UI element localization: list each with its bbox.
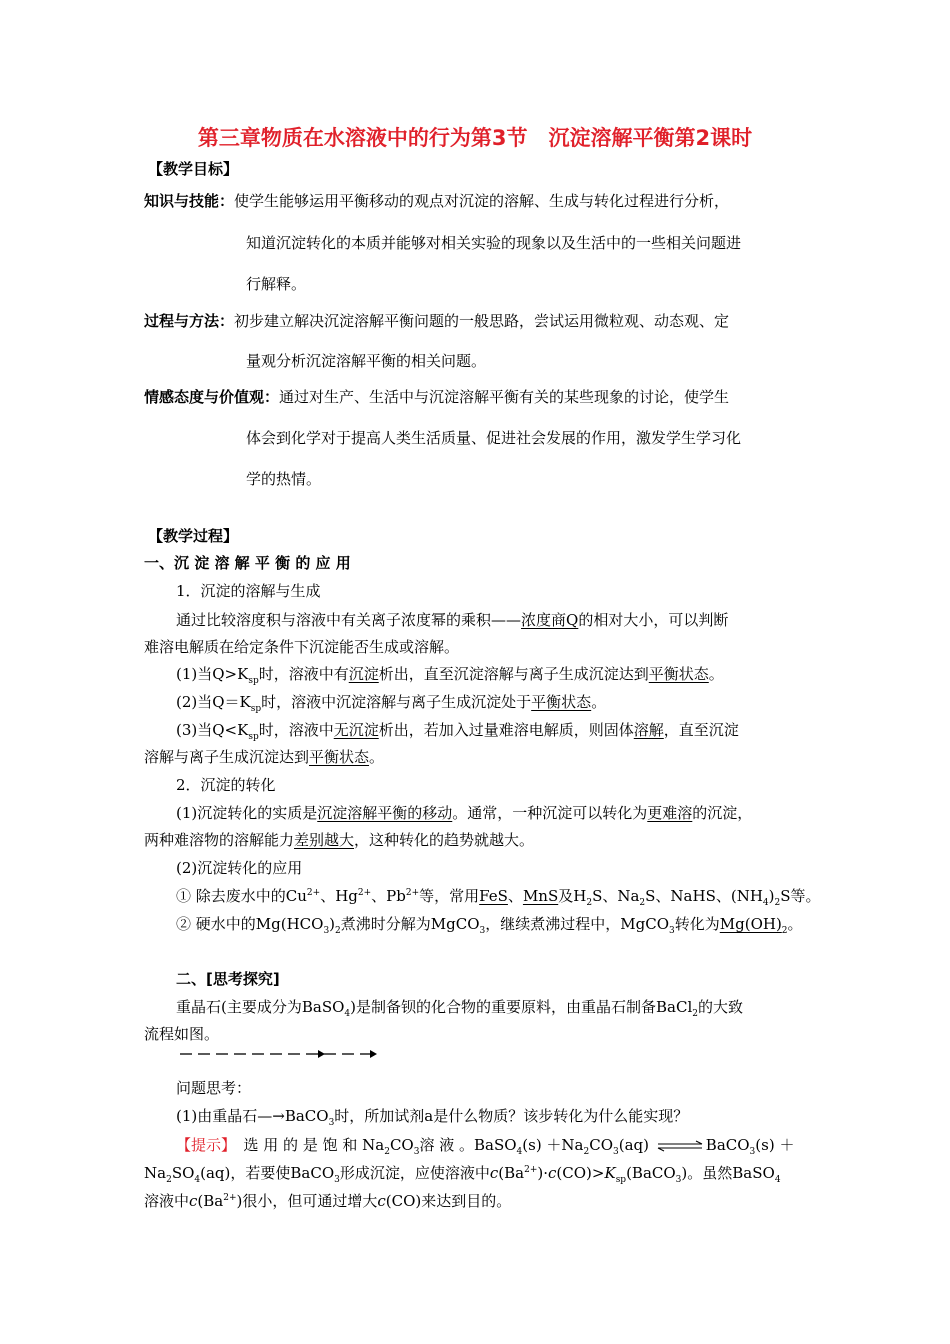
a1-end: S等。 — [780, 887, 821, 905]
h2-b1: 2 — [166, 1175, 172, 1185]
c3-mid: 时，溶液中 — [258, 721, 334, 739]
t1b-pre: 两种难溶物的溶解能力 — [144, 831, 295, 849]
h3-c1: c — [189, 1192, 198, 1210]
hint-label: 【提示】 — [176, 1136, 229, 1154]
emotion-text: 通过对生产、生活中与沉淀溶解平衡有关的某些现象的讨论，使学生 — [279, 388, 730, 406]
paragraph-1-line-2: 难溶电解质在给定条件下沉淀能否生成或溶解。 — [144, 638, 460, 656]
c3-pre: (3)当Q<K — [176, 721, 249, 739]
a2-m4: 转化为 — [674, 915, 720, 933]
knowledge-text: 使学生能够运用平衡移动的观点对沉淀的溶解、生成与转化过程进行分析， — [234, 192, 730, 210]
subsection-2: 2．沉淀的转化 — [176, 776, 276, 794]
a2-m1: ) — [329, 915, 336, 933]
knowledge-label: 知识与技能： — [144, 192, 235, 210]
hint-line-3 — [144, 1190, 511, 1212]
subsection-1: 1．沉淀的溶解与生成 — [176, 582, 321, 600]
a1-s2: 2+ — [357, 888, 372, 898]
c1-pre: (1)当Q>K — [176, 665, 249, 683]
c2-sub: sp — [250, 704, 262, 714]
c3-u1: 无沉淀 — [333, 721, 379, 739]
p1-underline: 浓度商Q — [521, 611, 579, 629]
h1-m3: (s) ＋Na — [522, 1136, 584, 1154]
a1-m3: 等，常用 — [419, 887, 480, 905]
p1-end: 的相对大小，可以判断 — [578, 611, 729, 629]
e-p1-pre: 重晶石(主要成分为BaSO — [176, 998, 345, 1016]
condition-1 — [176, 663, 724, 685]
h2-b2: 4 — [194, 1175, 201, 1185]
a1-pre: ① 除去废水中的Cu — [176, 887, 307, 905]
a1-b4: 2 — [774, 898, 781, 908]
e-p1-b1: 4 — [344, 1009, 351, 1019]
h1-m1: CO — [389, 1136, 414, 1154]
a1-b3: 4 — [762, 898, 769, 908]
h1-m6: BaCO — [705, 1136, 750, 1154]
q1-pre: (1)由重晶石—→BaCO — [176, 1107, 329, 1125]
c3-mid2: 析出，若加入过量难溶电解质，则固体 — [378, 721, 634, 739]
a1-m5: 及H — [558, 887, 587, 905]
a2-b5: 2 — [781, 926, 788, 936]
q1-b: 3 — [328, 1118, 335, 1128]
a2-b1: 3 — [323, 926, 330, 936]
h3-s1: 2+ — [223, 1193, 237, 1203]
transform-1-line-2 — [144, 829, 534, 851]
h3-c2: c — [377, 1192, 386, 1210]
c1-u2: 平衡状态 — [648, 665, 709, 683]
t1-u2: 更难溶 — [647, 804, 693, 822]
c1-end: 。 — [708, 665, 724, 683]
c3b-pre: 溶解与离子生成沉淀达到 — [144, 748, 310, 766]
a1-m8: ) — [768, 887, 775, 905]
a1-m6: S、Na — [592, 887, 640, 905]
goals-heading: 【教学目标】 — [148, 160, 239, 178]
h1-b6: 3 — [749, 1147, 756, 1157]
e-p1-m1: )是制备钡的化合物的重要原料，由重晶石制备BaCl — [350, 998, 693, 1016]
a1-m4: 、 — [507, 887, 523, 905]
section-1-heading — [144, 552, 351, 574]
a1-s3: 2+ — [405, 888, 420, 898]
h3-m2: )很小，但可通过增大 — [236, 1192, 378, 1210]
explore-heading: 二、[思考探究] — [176, 970, 280, 988]
hint-line-2 — [144, 1162, 781, 1184]
t1-u1: 沉淀溶解平衡的移动 — [317, 804, 453, 822]
c1-sub: sp — [248, 676, 259, 686]
a1-m1: 、Hg — [320, 887, 358, 905]
c3-end: ，直至沉淀 — [663, 721, 739, 739]
c2-u: 平衡状态 — [531, 693, 592, 711]
c1-u1: 沉淀 — [348, 665, 379, 683]
h2-m5: )· — [537, 1164, 549, 1182]
emotion-label: 情感态度与价值观： — [144, 388, 280, 406]
question-label: 问题思考： — [176, 1079, 252, 1097]
a2-b4: 3 — [669, 926, 675, 936]
h2-c2: c — [548, 1164, 557, 1182]
h2-b3: 3 — [334, 1175, 340, 1185]
page-title: 第三章物质在水溶液中的行为第3节 沉淀溶解平衡第2课时 — [197, 126, 753, 150]
h2-m8: )。虽然BaSO — [681, 1164, 775, 1182]
goal-process-line-2: 量观分析沉淀溶解平衡的相关问题。 — [246, 352, 487, 370]
c3-u2: 溶解 — [633, 721, 664, 739]
c3b-u: 平衡状态 — [309, 748, 370, 766]
h1-m4: CO — [589, 1136, 614, 1154]
a1-s1: 2+ — [306, 888, 321, 898]
p1-text: 通过比较溶度积与溶液中有关离子浓度幂的乘积—— — [176, 611, 522, 629]
a1-b2: 2 — [639, 898, 646, 908]
explore-paragraph-line-1 — [176, 996, 743, 1018]
a1-m2: 、Pb — [371, 887, 406, 905]
t1-mid: 。通常，一种沉淀可以转化为 — [452, 804, 648, 822]
h2-ks: sp — [615, 1175, 627, 1185]
h2-m2: (aq)，若要使BaCO — [200, 1164, 335, 1182]
c3b-end: 。 — [369, 748, 385, 766]
h2-pre: Na — [144, 1164, 167, 1182]
a2-pre: ② 硬水中的Mg(HCO — [176, 915, 324, 933]
process-heading: 【教学过程】 — [148, 527, 239, 545]
hint-line-1 — [176, 1134, 794, 1156]
goal-knowledge-line-2: 知道沉淀转化的本质并能够对相关实验的现象以及生活中的一些相关问题进 — [246, 234, 742, 252]
goal-process-line-1 — [144, 310, 729, 332]
condition-3 — [176, 719, 739, 741]
goal-emotion-line-3: 学的热情。 — [246, 470, 322, 488]
h2-m1: SO — [171, 1164, 195, 1182]
h2-b4: 3 — [675, 1175, 682, 1185]
transform-1 — [176, 802, 752, 824]
a2-b2: 2 — [335, 926, 341, 936]
goal-emotion-line-2: 体会到化学对于提高人类生活质量、促进社会发展的作用，激发学生学习化 — [246, 429, 742, 447]
goal-knowledge-line-1 — [144, 190, 729, 212]
paragraph-1-line-1 — [176, 609, 728, 631]
a1-u2: MnS — [522, 887, 559, 905]
a2-b3: 3 — [479, 926, 486, 936]
e-p1-end: 的大致 — [697, 998, 743, 1016]
a2-underline — [719, 915, 788, 936]
h2-c1: c — [489, 1164, 499, 1182]
h1-end: (s) ＋ — [755, 1136, 795, 1154]
h3-m1: (Ba — [197, 1192, 224, 1210]
section-1-text: 一、沉 淀 溶 解 平 衡 的 应 用 — [144, 554, 351, 572]
c2-pre: (2)当Q＝K — [176, 693, 251, 711]
q1-end: 时，所加试剂a是什么物质？该步转化为什么能实现？ — [334, 1107, 689, 1125]
c2-mid: 时，溶液中沉淀溶解与离子生成沉淀处于 — [261, 693, 532, 711]
c3-sub: sp — [248, 732, 259, 742]
c2-end: 。 — [591, 693, 607, 711]
goal-emotion-line-1 — [144, 386, 729, 408]
application-2 — [176, 913, 803, 935]
process-text: 初步建立解决沉淀溶解平衡问题的一般思路，尝试运用微粒观、动态观、定 — [234, 312, 730, 330]
transform-2: (2)沉淀转化的应用 — [176, 859, 303, 877]
h1-b3: 4 — [516, 1147, 523, 1157]
h2-m4: (Ba — [498, 1164, 525, 1182]
t1b-u: 差别越大 — [294, 831, 355, 849]
h1-pre: 选 用 的 是 饱 和 Na — [228, 1136, 385, 1154]
process-label: 过程与方法： — [144, 312, 235, 330]
h2-k: K — [604, 1164, 616, 1182]
c1-mid2: 析出，直至沉淀溶解与离子生成沉淀达到 — [378, 665, 649, 683]
h3-pre: 溶液中 — [144, 1192, 190, 1210]
a1-b1: 2 — [586, 898, 593, 908]
explore-paragraph-line-2: 流程如图。 — [144, 1025, 220, 1043]
question-1 — [176, 1105, 688, 1127]
a1-u1: FeS — [479, 887, 508, 905]
goal-knowledge-line-3: 行解释。 — [246, 275, 307, 293]
h2-s1: 2+ — [524, 1165, 538, 1175]
h2-b5: 4 — [774, 1175, 781, 1185]
condition-2 — [176, 691, 606, 713]
a2-m3: ，继续煮沸过程中，MgCO — [485, 915, 669, 933]
h1-b4: 2 — [583, 1147, 590, 1157]
t1b-end: ，这种转化的趋势就越大。 — [354, 831, 535, 849]
h1-b1: 2 — [384, 1147, 390, 1157]
h1-b5: 3 — [613, 1147, 619, 1157]
a2-end: 。 — [787, 915, 803, 933]
h1-b2: 3 — [413, 1147, 420, 1157]
h1-m2: 溶 液 。BaSO — [419, 1136, 517, 1154]
e-p1-b2: 2 — [692, 1009, 698, 1019]
application-1 — [176, 885, 821, 907]
a2-u: Mg(OH) — [719, 915, 782, 933]
h2-m6: (CO)> — [556, 1164, 605, 1182]
h2-m3: 形成沉淀，应使溶液中 — [339, 1164, 490, 1182]
h2-m7: (BaCO — [626, 1164, 676, 1182]
t1-end: 的沉淀， — [692, 804, 753, 822]
a1-m7: S、NaHS、(NH — [645, 887, 763, 905]
c1-mid: 时，溶液中有 — [258, 665, 349, 683]
h1-m5: (aq) — [618, 1136, 650, 1154]
h3-end: (CO)来达到目的。 — [385, 1192, 512, 1210]
equilibrium-arrow-icon — [654, 1140, 706, 1152]
a2-m2: 煮沸时分解为MgCO — [340, 915, 480, 933]
condition-3-line-2 — [144, 746, 384, 768]
t1-pre: (1)沉淀转化的实质是 — [176, 804, 318, 822]
flow-chart-arrows — [178, 1047, 378, 1061]
